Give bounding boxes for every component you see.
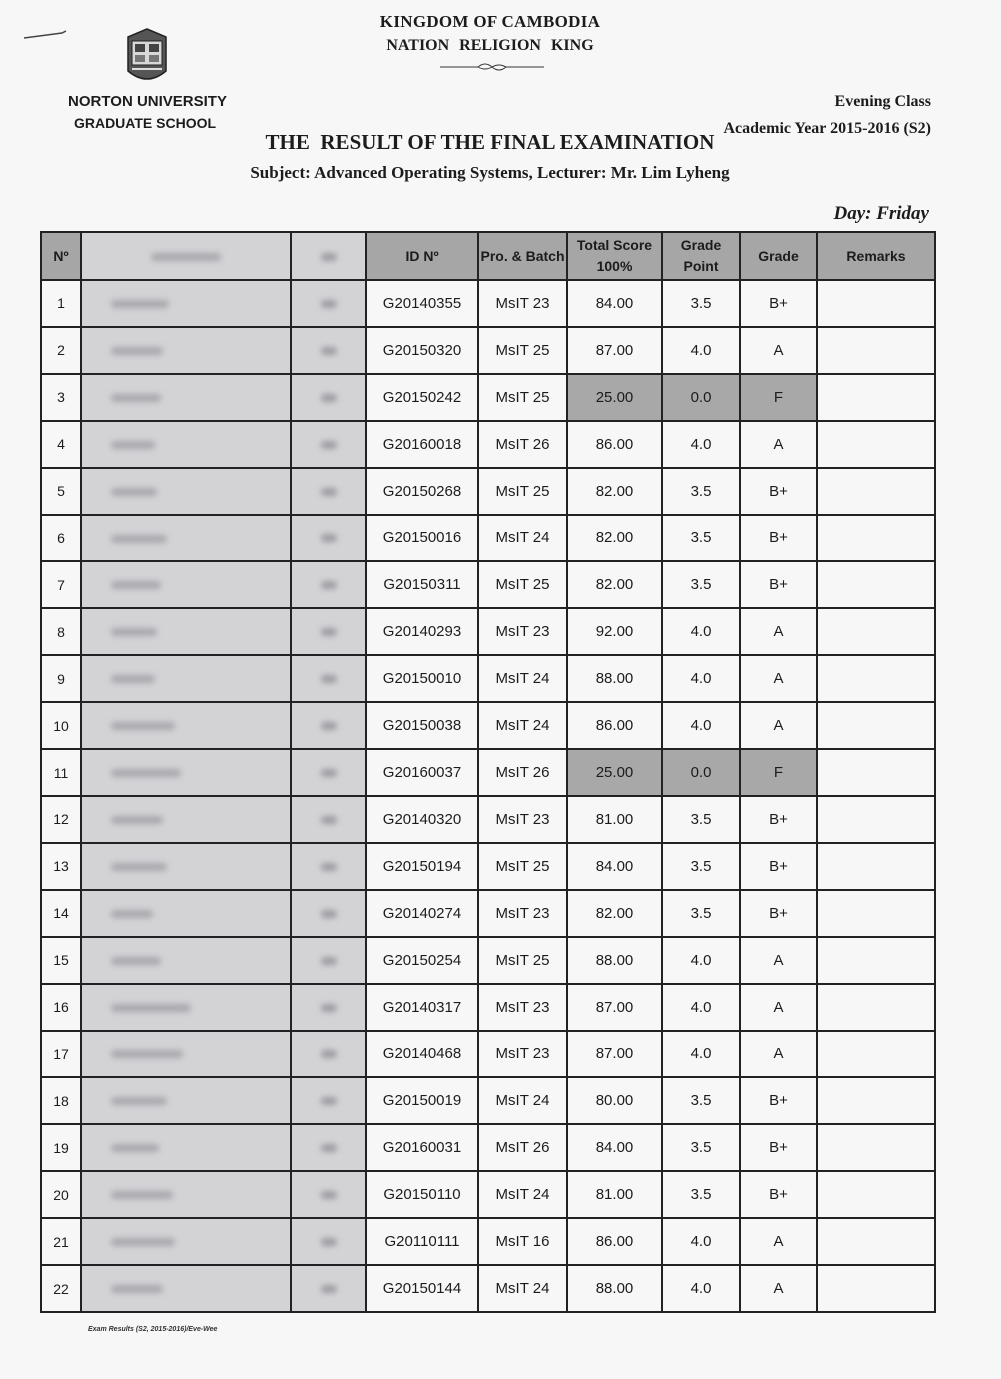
grade-point: 0.0 [662, 374, 740, 421]
letter-grade: A [740, 1218, 817, 1265]
student-sex-redacted [291, 1124, 366, 1171]
row-number: 4 [41, 421, 81, 468]
student-name-redacted [81, 515, 291, 562]
student-name-redacted [81, 421, 291, 468]
row-number: 21 [41, 1218, 81, 1265]
grade-point: 4.0 [662, 984, 740, 1031]
grade-point: 4.0 [662, 702, 740, 749]
row-number: 17 [41, 1031, 81, 1078]
program-batch: MsIT 23 [478, 796, 567, 843]
table-row [41, 280, 935, 327]
student-id: G20150254 [366, 937, 478, 984]
student-name-redacted [81, 468, 291, 515]
grade-point: 3.5 [662, 890, 740, 937]
student-name-redacted [81, 702, 291, 749]
student-id: G20150194 [366, 843, 478, 890]
program-batch: MsIT 26 [478, 1124, 567, 1171]
school-name: GRADUATE SCHOOL [73, 115, 217, 131]
total-score: 80.00 [567, 1077, 662, 1124]
letter-grade: F [740, 749, 817, 796]
table-row [41, 608, 935, 655]
kingdom-heading: KINGDOM OF CAMBODIA [379, 12, 601, 31]
student-id: G20150242 [366, 374, 478, 421]
grade-point: 3.5 [662, 843, 740, 890]
program-batch: MsIT 26 [478, 421, 567, 468]
table-header-row [41, 232, 935, 280]
student-name-redacted [81, 280, 291, 327]
student-name-redacted [81, 749, 291, 796]
row-number: 15 [41, 937, 81, 984]
letter-grade: B+ [740, 843, 817, 890]
student-id: G20150311 [366, 561, 478, 608]
col-header-sex-redacted [291, 232, 366, 280]
student-sex-redacted [291, 1031, 366, 1078]
student-id: G20160031 [366, 1124, 478, 1171]
remarks-cell [817, 1077, 935, 1124]
student-id: G20160018 [366, 421, 478, 468]
letter-grade: B+ [740, 1171, 817, 1218]
total-score: 86.00 [567, 702, 662, 749]
student-sex-redacted [291, 327, 366, 374]
student-id: G20140355 [366, 280, 478, 327]
footer-note: Exam Results (S2, 2015-2016)/Eve-Wee [88, 1326, 218, 1333]
total-score: 86.00 [567, 1218, 662, 1265]
grade-point: 3.5 [662, 280, 740, 327]
total-score: 88.00 [567, 937, 662, 984]
remarks-cell [817, 1218, 935, 1265]
grade-point: 3.5 [662, 796, 740, 843]
letter-grade: B+ [740, 280, 817, 327]
grade-point: 4.0 [662, 1265, 740, 1312]
table-row [41, 984, 935, 1031]
student-sex-redacted [291, 890, 366, 937]
program-batch: MsIT 25 [478, 843, 567, 890]
grade-point: 4.0 [662, 937, 740, 984]
total-score: 86.00 [567, 421, 662, 468]
letter-grade: B+ [740, 468, 817, 515]
table-row [41, 749, 935, 796]
col-header-remarks: Remarks [817, 232, 935, 280]
remarks-cell [817, 1124, 935, 1171]
student-id: G20150320 [366, 327, 478, 374]
grade-point: 0.0 [662, 749, 740, 796]
program-batch: MsIT 23 [478, 608, 567, 655]
student-name-redacted [81, 937, 291, 984]
table-row [41, 937, 935, 984]
letter-grade: A [740, 1031, 817, 1078]
program-batch: MsIT 24 [478, 515, 567, 562]
total-score: 25.00 [567, 749, 662, 796]
program-batch: MsIT 25 [478, 468, 567, 515]
col-header-name-redacted [81, 232, 291, 280]
letter-grade: F [740, 374, 817, 421]
student-id: G20140317 [366, 984, 478, 1031]
table-row [41, 1218, 935, 1265]
student-sex-redacted [291, 1171, 366, 1218]
col-header-id: ID Nº [366, 232, 478, 280]
grade-point-label: Grade [680, 237, 722, 253]
national-motto: NATION RELIGION KING [386, 37, 594, 54]
program-batch: MsIT 24 [478, 1171, 567, 1218]
grade-point: 4.0 [662, 1218, 740, 1265]
row-number: 8 [41, 608, 81, 655]
table-row [41, 561, 935, 608]
student-id: G20160037 [366, 749, 478, 796]
total-score: 87.00 [567, 1031, 662, 1078]
table-row [41, 1171, 935, 1218]
pen-mark [22, 30, 68, 40]
col-header-no: Nº [41, 232, 81, 280]
student-sex-redacted [291, 702, 366, 749]
col-header-total-score [567, 232, 662, 280]
letter-grade: B+ [740, 515, 817, 562]
remarks-cell [817, 280, 935, 327]
letter-grade: A [740, 937, 817, 984]
student-sex-redacted [291, 1077, 366, 1124]
student-id: G20150010 [366, 655, 478, 702]
program-batch: MsIT 16 [478, 1218, 567, 1265]
remarks-cell [817, 561, 935, 608]
total-score: 88.00 [567, 655, 662, 702]
letter-grade: B+ [740, 796, 817, 843]
document-title: THE RESULT OF THE FINAL EXAMINATION [265, 130, 715, 154]
student-name-redacted [81, 1077, 291, 1124]
student-id: G20150019 [366, 1077, 478, 1124]
grade-point: 3.5 [662, 1124, 740, 1171]
student-sex-redacted [291, 468, 366, 515]
remarks-cell [817, 1265, 935, 1312]
student-name-redacted [81, 796, 291, 843]
remarks-cell [817, 515, 935, 562]
row-number: 6 [41, 515, 81, 562]
student-name-redacted [81, 843, 291, 890]
letter-grade: A [740, 421, 817, 468]
student-id: G20150144 [366, 1265, 478, 1312]
remarks-cell [817, 374, 935, 421]
letter-grade: B+ [740, 1077, 817, 1124]
table-row [41, 1124, 935, 1171]
total-score: 84.00 [567, 1124, 662, 1171]
remarks-cell [817, 984, 935, 1031]
remarks-cell [817, 796, 935, 843]
table-row [41, 1031, 935, 1078]
student-sex-redacted [291, 1218, 366, 1265]
table-row [41, 468, 935, 515]
letter-grade: B+ [740, 1124, 817, 1171]
total-score-label: Total Score [576, 237, 653, 253]
row-number: 10 [41, 702, 81, 749]
total-score: 82.00 [567, 561, 662, 608]
program-batch: MsIT 25 [478, 937, 567, 984]
row-number: 13 [41, 843, 81, 890]
student-sex-redacted [291, 796, 366, 843]
row-number: 12 [41, 796, 81, 843]
total-score: 88.00 [567, 1265, 662, 1312]
student-sex-redacted [291, 608, 366, 655]
student-name-redacted [81, 1171, 291, 1218]
row-number: 14 [41, 890, 81, 937]
row-number: 16 [41, 984, 81, 1031]
student-id: G20140320 [366, 796, 478, 843]
remarks-cell [817, 702, 935, 749]
table-row [41, 1265, 935, 1312]
student-name-redacted [81, 655, 291, 702]
grade-point-sublabel: Point [683, 258, 719, 274]
student-name-redacted [81, 890, 291, 937]
program-batch: MsIT 23 [478, 280, 567, 327]
program-batch: MsIT 25 [478, 561, 567, 608]
student-id: G20110111 [366, 1218, 478, 1265]
student-name-redacted [81, 984, 291, 1031]
student-name-redacted [81, 374, 291, 421]
table-row [41, 655, 935, 702]
student-sex-redacted [291, 749, 366, 796]
total-score: 25.00 [567, 374, 662, 421]
total-score-sublabel: 100% [596, 258, 633, 274]
letter-grade: A [740, 608, 817, 655]
total-score: 81.00 [567, 1171, 662, 1218]
table-row [41, 843, 935, 890]
student-id: G20150016 [366, 515, 478, 562]
program-batch: MsIT 25 [478, 374, 567, 421]
total-score: 82.00 [567, 515, 662, 562]
program-batch: MsIT 24 [478, 702, 567, 749]
col-header-batch: Pro. & Batch [478, 232, 567, 280]
row-number: 22 [41, 1265, 81, 1312]
results-table [40, 231, 936, 1313]
grade-point: 3.5 [662, 1077, 740, 1124]
table-row [41, 890, 935, 937]
remarks-cell [817, 937, 935, 984]
student-sex-redacted [291, 515, 366, 562]
student-name-redacted [81, 327, 291, 374]
total-score: 84.00 [567, 843, 662, 890]
table-row [41, 327, 935, 374]
remarks-cell [817, 327, 935, 374]
remarks-cell [817, 749, 935, 796]
student-id: G20140293 [366, 608, 478, 655]
student-sex-redacted [291, 421, 366, 468]
total-score: 81.00 [567, 796, 662, 843]
total-score: 87.00 [567, 327, 662, 374]
total-score: 84.00 [567, 280, 662, 327]
letter-grade: B+ [740, 890, 817, 937]
student-sex-redacted [291, 1265, 366, 1312]
row-number: 1 [41, 280, 81, 327]
letter-grade: A [740, 655, 817, 702]
program-batch: MsIT 24 [478, 1077, 567, 1124]
student-sex-redacted [291, 843, 366, 890]
grade-point: 4.0 [662, 655, 740, 702]
student-sex-redacted [291, 280, 366, 327]
table-row [41, 1077, 935, 1124]
academic-year: Academic Year 2015-2016 (S2) [723, 120, 931, 137]
program-batch: MsIT 23 [478, 1031, 567, 1078]
student-name-redacted [81, 1124, 291, 1171]
exam-day: Day: Friday [833, 203, 929, 224]
student-id: G20150268 [366, 468, 478, 515]
row-number: 9 [41, 655, 81, 702]
student-name-redacted [81, 1218, 291, 1265]
student-name-redacted [81, 561, 291, 608]
letter-grade: A [740, 327, 817, 374]
program-batch: MsIT 23 [478, 890, 567, 937]
grade-point: 3.5 [662, 468, 740, 515]
student-name-redacted [81, 608, 291, 655]
total-score: 82.00 [567, 468, 662, 515]
student-id: G20150110 [366, 1171, 478, 1218]
grade-point: 3.5 [662, 1171, 740, 1218]
remarks-cell [817, 468, 935, 515]
row-number: 5 [41, 468, 81, 515]
grade-point: 4.0 [662, 1031, 740, 1078]
student-sex-redacted [291, 374, 366, 421]
table-row [41, 796, 935, 843]
program-batch: MsIT 24 [478, 1265, 567, 1312]
remarks-cell [817, 843, 935, 890]
student-id: G20140468 [366, 1031, 478, 1078]
remarks-cell [817, 890, 935, 937]
col-header-grade-point [662, 232, 740, 280]
letter-grade: A [740, 984, 817, 1031]
remarks-cell [817, 1031, 935, 1078]
letter-grade: A [740, 1265, 817, 1312]
table-row [41, 374, 935, 421]
total-score: 82.00 [567, 890, 662, 937]
results-table-body [41, 280, 935, 1312]
remarks-cell [817, 1171, 935, 1218]
student-sex-redacted [291, 984, 366, 1031]
letter-grade: B+ [740, 561, 817, 608]
grade-point: 4.0 [662, 421, 740, 468]
student-sex-redacted [291, 561, 366, 608]
subject-line: Subject: Advanced Operating Systems, Lecturer: Mr. Lim Lyheng [250, 163, 730, 182]
total-score: 92.00 [567, 608, 662, 655]
letter-grade: A [740, 702, 817, 749]
row-number: 19 [41, 1124, 81, 1171]
col-header-grade: Grade [740, 232, 817, 280]
student-id: G20140274 [366, 890, 478, 937]
remarks-cell [817, 421, 935, 468]
program-batch: MsIT 25 [478, 327, 567, 374]
student-sex-redacted [291, 655, 366, 702]
row-number: 11 [41, 749, 81, 796]
table-row [41, 702, 935, 749]
row-number: 2 [41, 327, 81, 374]
row-number: 20 [41, 1171, 81, 1218]
grade-point: 3.5 [662, 515, 740, 562]
row-number: 18 [41, 1077, 81, 1124]
program-batch: MsIT 26 [478, 749, 567, 796]
table-row [41, 421, 935, 468]
student-sex-redacted [291, 937, 366, 984]
student-name-redacted [81, 1031, 291, 1078]
grade-point: 3.5 [662, 561, 740, 608]
program-batch: MsIT 24 [478, 655, 567, 702]
university-name: NORTON UNIVERSITY [68, 93, 227, 110]
student-id: G20150038 [366, 702, 478, 749]
ornament-divider [440, 60, 544, 74]
row-number: 7 [41, 561, 81, 608]
total-score: 87.00 [567, 984, 662, 1031]
university-crest-logo [122, 27, 172, 89]
grade-point: 4.0 [662, 327, 740, 374]
student-name-redacted [81, 1265, 291, 1312]
remarks-cell [817, 655, 935, 702]
row-number: 3 [41, 374, 81, 421]
table-row [41, 515, 935, 562]
class-type: Evening Class [834, 93, 931, 110]
remarks-cell [817, 608, 935, 655]
grade-point: 4.0 [662, 608, 740, 655]
program-batch: MsIT 23 [478, 984, 567, 1031]
